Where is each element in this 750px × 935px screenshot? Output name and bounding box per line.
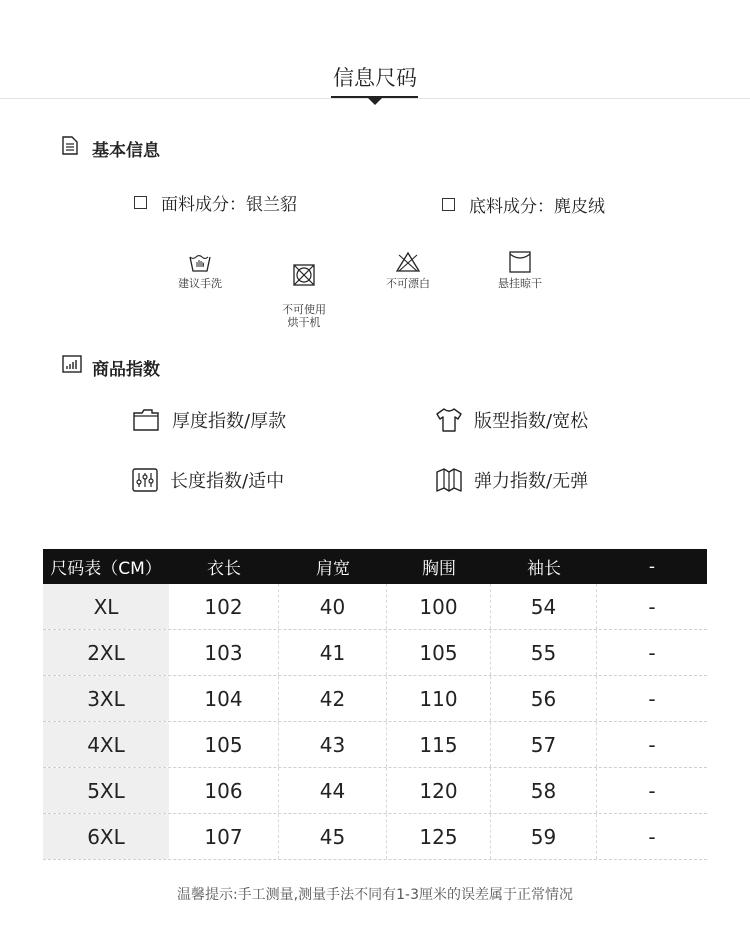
table-cell: 42 <box>279 676 387 721</box>
care-label: 建议手洗 <box>178 277 222 290</box>
table-cell: 103 <box>169 630 279 675</box>
table-cell: 107 <box>169 814 279 859</box>
size-cell: 3XL <box>43 676 169 721</box>
table-cell: 40 <box>279 584 387 629</box>
size-cell: 5XL <box>43 768 169 813</box>
table-row <box>43 630 707 676</box>
folder-icon <box>132 408 160 432</box>
elasticity-index <box>436 467 588 493</box>
size-cell: 4XL <box>43 722 169 767</box>
table-cell: 125 <box>387 814 491 859</box>
header-cell: 衣长 <box>207 559 241 579</box>
basic-info-title: 基本信息 <box>92 141 160 161</box>
size-cell: XL <box>43 584 169 629</box>
header-cell: 尺码表（CM） <box>50 559 162 579</box>
table-cell: - <box>648 778 656 803</box>
fabric-composition <box>134 190 297 215</box>
table-cell: 44 <box>279 768 387 813</box>
size-cell: 2XL <box>43 630 169 675</box>
table-cell: 43 <box>279 722 387 767</box>
document-icon <box>62 136 78 159</box>
care-item-no-bleach <box>363 251 453 290</box>
fabric-label: 面料成分：银兰貂 <box>161 195 297 215</box>
checkbox-icon <box>442 198 455 211</box>
header-cell: 肩宽 <box>316 559 350 579</box>
map-fold-icon <box>436 467 462 493</box>
table-row <box>43 584 707 630</box>
table-cell: 100 <box>387 584 491 629</box>
care-label: 不可使用 烘干机 <box>282 303 326 329</box>
care-item-no-tumble-dry <box>259 251 349 342</box>
size-table <box>43 549 707 860</box>
size-cell: 6XL <box>43 814 169 859</box>
length-index <box>132 467 284 493</box>
table-cell: 56 <box>491 676 597 721</box>
table-cell: 102 <box>169 584 279 629</box>
product-index-title: 商品指数 <box>92 360 160 380</box>
table-cell: - <box>648 732 656 757</box>
table-cell: 106 <box>169 768 279 813</box>
header-cell: 袖长 <box>527 559 561 579</box>
thickness-index <box>132 407 286 433</box>
t-shirt-icon <box>436 407 462 433</box>
measurement-note: 温馨提示:手工测量,测量手法不同有1-3厘米的误差属于正常情况 <box>176 887 574 903</box>
care-item-hang-dry <box>475 251 565 290</box>
header-cell: - <box>648 556 656 577</box>
care-item-hand-wash <box>155 251 245 290</box>
no-bleach-icon <box>395 251 421 273</box>
table-body <box>43 584 707 860</box>
hang-dry-icon <box>508 251 532 273</box>
table-cell: - <box>648 686 656 711</box>
care-label: 不可漂白 <box>386 277 430 290</box>
table-cell: 58 <box>491 768 597 813</box>
fit-label: 版型指数/宽松 <box>474 411 589 432</box>
table-cell: 110 <box>387 676 491 721</box>
table-row <box>43 768 707 814</box>
length-label: 长度指数/适中 <box>170 471 285 492</box>
table-cell: 105 <box>387 630 491 675</box>
table-row <box>43 722 707 768</box>
table-cell: 104 <box>169 676 279 721</box>
header-cell: 胸围 <box>422 559 456 579</box>
table-cell: 57 <box>491 722 597 767</box>
table-cell: - <box>648 824 656 849</box>
bar-chart-icon <box>62 355 82 377</box>
elasticity-label: 弹力指数/无弹 <box>474 471 589 492</box>
page-title: 信息尺码 <box>333 66 417 90</box>
hand-wash-icon <box>188 251 212 273</box>
table-row <box>43 814 707 860</box>
table-cell: - <box>648 594 656 619</box>
table-cell: 54 <box>491 584 597 629</box>
title-pointer <box>368 98 382 105</box>
table-cell: 55 <box>491 630 597 675</box>
lining-label: 底料成分：麂皮绒 <box>469 197 605 217</box>
table-cell: - <box>648 640 656 665</box>
checkbox-icon <box>134 196 147 209</box>
table-cell: 59 <box>491 814 597 859</box>
table-cell: 45 <box>279 814 387 859</box>
table-row <box>43 676 707 722</box>
thickness-label: 厚度指数/厚款 <box>172 411 287 432</box>
sliders-icon <box>132 467 158 493</box>
table-cell: 105 <box>169 722 279 767</box>
care-label: 悬挂晾干 <box>498 277 542 290</box>
fit-index <box>436 407 588 433</box>
no-tumble-dry-icon <box>292 264 316 286</box>
table-cell: 41 <box>279 630 387 675</box>
table-cell: 120 <box>387 768 491 813</box>
lining-composition <box>442 192 605 217</box>
table-header <box>43 549 707 584</box>
table-cell: 115 <box>387 722 491 767</box>
